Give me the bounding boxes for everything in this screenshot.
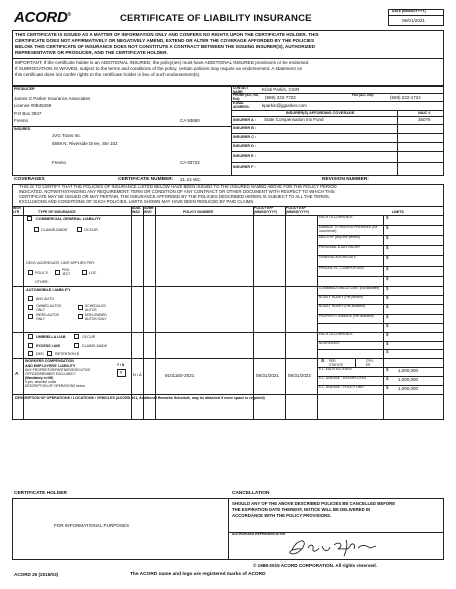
col-policy-eff: POLICY EFF (MM/DD/YYYY) xyxy=(254,206,278,214)
insurer-d-label: INSURER D : xyxy=(233,144,257,148)
gl-claims-made-checkbox[interactable] xyxy=(34,227,39,232)
umbrella-limit-dollar: $ xyxy=(386,340,389,346)
umbrella-claims-made-checkbox[interactable] xyxy=(74,343,79,348)
wc-per-statute-mark: X xyxy=(321,358,325,364)
wc-title-1: WORKERS COMPENSATION xyxy=(25,359,74,363)
wc-limit-amount: 1,000,000 xyxy=(398,377,419,382)
excess-label: EXCESS LIAB xyxy=(36,344,60,348)
insured-label: INSURED xyxy=(14,127,31,131)
auto-scheduled-label: SCHEDULED AUTOS xyxy=(85,304,106,312)
wc-limit-dollar: $ xyxy=(386,385,389,390)
auto-limit-label: BODILY INJURY (Per person) xyxy=(319,295,363,300)
gl-loc-checkbox[interactable] xyxy=(82,270,87,275)
gl-loc-label: LOC xyxy=(89,271,97,275)
coverages-text-4: EXCLUSIONS AND CONDITIONS OF SUCH POLICIES. LIMITS SHOWN MAY HAVE BEEN REDUCED BY PAID CLAIMS. xyxy=(19,199,255,204)
wc-exp-date: 05/31/2022 xyxy=(288,373,311,378)
email-label: E-MAIL ADDRESS: xyxy=(233,101,250,109)
umbrella-limit-dollar: $ xyxy=(386,349,389,355)
gl-occur-checkbox[interactable] xyxy=(77,227,82,232)
wc-question-3: (Mandatory in NH) xyxy=(25,376,54,380)
insurer-a-name: State Compensation Ins Fund xyxy=(264,117,324,122)
important-line-2: If SUBROGATION IS WAIVED, subject to the terms and conditions of the policy, certain policies may require an endorsement. A statement on xyxy=(15,66,303,71)
umbrella-occur-checkbox[interactable] xyxy=(74,334,79,339)
auto-limit-label: PROPERTY DAMAGE (Per accident) xyxy=(319,313,374,318)
acord-logo: ACORD® xyxy=(14,9,71,26)
gl-limit-dollar: $ xyxy=(386,245,389,251)
gl-agg-applies: GEN'L AGGREGATE LIMIT APPLIES PER: xyxy=(26,261,95,265)
insurers-heading: INSURER(S) AFFORDING COVERAGE xyxy=(286,111,355,115)
gl-limit-dollar: $ xyxy=(386,255,389,261)
gl-checkbox[interactable] xyxy=(27,216,32,221)
auto-non-owned-label: NON-OWNED AUTOS ONLY xyxy=(85,313,107,321)
auto-limit-dollar: $ xyxy=(386,295,389,301)
naic-label: NAIC # xyxy=(418,111,431,115)
wc-limit-dollar: $ xyxy=(386,376,389,381)
wc-limit-amount: 1,000,000 xyxy=(398,368,419,373)
gl-limit-dollar: $ xyxy=(386,265,389,271)
producer-state-zip: CA 93650 xyxy=(180,118,200,123)
wc-question-1: ANY PROPRIETOR/PARTNER/EXECUTIVE xyxy=(25,368,91,372)
gl-title: COMMERCIAL GENERAL LIABILITY xyxy=(36,217,101,221)
gl-project-label: PRO-JECT xyxy=(62,268,71,276)
retention-label: RETENTION $ xyxy=(55,352,79,356)
wc-insurer-letter: A xyxy=(15,372,19,377)
gl-claims-made-label: CLAIMS-MADE xyxy=(41,228,68,232)
contact-name: Kristi Parkin, CISR xyxy=(262,87,300,92)
auto-limit-dollar: $ xyxy=(386,286,389,291)
insured-name: JVG Trans Inc xyxy=(52,133,81,138)
registered-marks-text: The ACORD name and logo are registered marks of ACORD xyxy=(130,572,266,577)
disclaimer-line-4: REPRESENTATIVE OR PRODUCER, AND THE CERTIFICATE HOLDER. xyxy=(15,50,168,55)
gl-occur-label: OCCUR xyxy=(84,228,98,232)
auto-non-owned-checkbox[interactable] xyxy=(78,314,83,319)
gl-limit-dollar: $ xyxy=(386,225,389,231)
producer-name: James G Parker Insurance Associates xyxy=(14,96,91,101)
signature-image xyxy=(286,536,386,558)
insurer-e-label: INSURER E : xyxy=(233,154,256,158)
copyright-text: © 1988-2015 ACORD CORPORATION. All rights reserved. xyxy=(253,563,377,568)
coverages-label: COVERAGES xyxy=(14,177,45,182)
insurer-f-label: INSURER F : xyxy=(233,165,256,169)
wc-limit-label: E.L. DISEASE - POLICY LIMIT xyxy=(319,385,365,389)
wc-limit-label: E.L. EACH ACCIDENT xyxy=(319,367,353,371)
disclaimer-line-1: THIS CERTIFICATE IS ISSUED AS A MATTER OF INFORMATION ONLY AND CONFERS NO RIGHTS UPON THE CERTIFICATE HOLDER. THIS xyxy=(15,32,319,37)
wc-limit-label: E.L. DISEASE - EA EMPLOYEE xyxy=(319,376,367,380)
wc-na: N / A xyxy=(133,372,142,377)
wc-limit-amount: 1,000,000 xyxy=(398,386,419,391)
revision-number-label: REVISION NUMBER: xyxy=(322,177,369,182)
disclaimer-line-3: BELOW. THIS CERTIFICATE OF INSURANCE DOES NOT CONSTITUTE A CONTRACT BETWEEN THE ISSUING INSURER(S), AUTHORIZED xyxy=(15,44,316,49)
wc-question-2: OFFICER/MEMBER EXCLUDED? xyxy=(25,372,76,376)
gl-limit-dollar: $ xyxy=(386,215,389,220)
cancellation-line-1: SHOULD ANY OF THE ABOVE DESCRIBED POLICIES BE CANCELLED BEFORE xyxy=(232,501,396,506)
gl-limit-label: DAMAGE TO RENTED PREMISES (Ea occurrence) xyxy=(319,225,378,233)
auto-limit-dollar: $ xyxy=(386,313,389,319)
wc-question-4: If yes, describe under xyxy=(25,380,57,384)
gl-limit-label: PRODUCTS - COMP/OP AGG xyxy=(319,265,365,270)
phone-label: PHONE (A/C, No, Ext): xyxy=(233,93,259,101)
cancellation-line-2: THE EXPIRATION DATE THEREOF, NOTICE WILL BE DELIVERED IN xyxy=(232,507,371,512)
wc-limit-dollar: $ xyxy=(386,367,389,372)
certificate-number: 21-22 WC xyxy=(180,177,201,182)
wc-policy-number: 9101160-2021 xyxy=(165,373,195,378)
insurer-b-label: INSURER B : xyxy=(233,126,257,130)
umbrella-label: UMBRELLA LIAB xyxy=(36,335,66,339)
certificate-date: 06/01/2021 xyxy=(402,18,425,23)
wc-answer: Y xyxy=(119,370,123,375)
auto-limit-dollar: $ xyxy=(386,322,389,328)
wc-title-2: AND EMPLOYERS' LIABILITY xyxy=(25,364,76,368)
gl-limit-label: EACH OCCURRENCE xyxy=(319,215,353,219)
disclaimer-line-2: CERTIFICATE DOES NOT AFFIRMATIVELY OR NEGATIVELY AMEND, EXTEND OR ALTER THE COVERAGE AFFORDED BY THE POLICIES xyxy=(15,38,315,43)
coverages-text-1: THIS IS TO CERTIFY THAT THE POLICIES OF INSURANCE LISTED BELOW HAVE BEEN ISSUED TO THE INSURED NAMED ABOVE FOR THE POLICY PERIOD xyxy=(19,184,337,189)
umbrella-limit-dollar: $ xyxy=(386,332,389,337)
cancellation-line-3: ACCORDANCE WITH THE POLICY PROVISIONS. xyxy=(232,513,332,518)
auto-any-auto-checkbox[interactable] xyxy=(28,296,33,301)
auto-limit-label: BODILY INJURY (Per accident) xyxy=(319,304,365,309)
producer-license: License #0B45259 xyxy=(14,103,52,108)
insurer-a-naic: 35076 xyxy=(418,117,431,122)
description-label: DESCRIPTION OF OPERATIONS / LOCATIONS / VEHICLES (ACORD 101, Additional Remarks Schedule, may be attached if more space is required) xyxy=(15,396,265,400)
gl-limit-label: GENERAL AGGREGATE xyxy=(319,255,357,260)
gl-limit-dollar: $ xyxy=(386,275,389,281)
auto-owned-checkbox[interactable] xyxy=(28,305,33,310)
certificate-holder-text: FOR INFORMATIONAL PURPOSES xyxy=(54,523,130,528)
col-limits: LIMITS xyxy=(392,210,404,214)
umbrella-limit-label: EACH OCCURRENCE xyxy=(319,332,353,336)
gl-other-label: OTHER: xyxy=(35,280,49,284)
wc-yn-label: Y / N xyxy=(117,363,125,367)
insurer-c-label: INSURER C : xyxy=(233,135,257,139)
ded-checkbox[interactable] xyxy=(28,351,33,356)
auto-limit-dollar: $ xyxy=(386,304,389,310)
col-insr-ltr: INSR LTR xyxy=(13,206,21,214)
form-number: ACORD 25 (2016/03) xyxy=(14,572,59,577)
authorized-rep-label: AUTHORIZED REPRESENTATIVE xyxy=(232,532,286,536)
insurer-a-label: INSURER A : xyxy=(233,118,256,122)
col-subr-wvd: SUBR WVD xyxy=(144,206,154,214)
auto-limit-label: COMBINED SINGLE LIMIT (Ea accident) xyxy=(319,286,380,290)
important-line-3: this certificate does not confer rights to the certificate holder in lieu of such endorsement(s). xyxy=(15,72,201,77)
col-policy-exp: POLICY EXP (MM/DD/YYYY) xyxy=(286,206,310,214)
cancellation-label: CANCELLATION xyxy=(232,491,270,496)
contact-email: kparkin@jgparker.com xyxy=(262,103,307,108)
date-label: DATE (MM/DD/YYYY) xyxy=(392,9,426,13)
certificate-holder-label: CERTIFICATE HOLDER xyxy=(14,491,67,496)
col-policy-number: POLICY NUMBER xyxy=(183,210,214,214)
contact-phone: (559) 222-7722 xyxy=(265,95,296,100)
umbrella-occur-label: OCCUR xyxy=(82,335,96,339)
umbrella-claims-made-label: CLAIMS-MADE xyxy=(82,344,107,348)
auto-any-auto-label: ANY AUTO xyxy=(36,297,55,301)
important-line-1: IMPORTANT: If the certificate holder is an ADDITIONAL INSURED, the policy(ies) must have ADDITIONAL INSURED provisions or be endorsed. xyxy=(15,60,310,65)
umbrella-limit-label: AGGREGATE xyxy=(319,340,340,345)
wc-oth-er: OTH-ER xyxy=(366,359,374,367)
insured-city: Fresno xyxy=(52,160,67,165)
coverages-text-3: CERTIFICATE MAY BE ISSUED OR MAY PERTAIN, THE INSURANCE AFFORDED BY THE POLICIES DESCRIBED HEREIN IS SUBJECT TO ALL THE TERMS, xyxy=(19,194,330,199)
gl-policy-checkbox[interactable] xyxy=(28,270,33,275)
gl-policy-label: POLICY xyxy=(35,271,49,275)
certificate-number-label: CERTIFICATE NUMBER: xyxy=(118,177,174,182)
producer-label: PRODUCER xyxy=(14,87,35,91)
col-addl-insd: ADDL INSD xyxy=(132,206,142,214)
gl-limit-label: PERSONAL & ADV INJURY xyxy=(319,245,361,250)
auto-owned-label: OWNED AUTOS ONLY xyxy=(36,304,62,312)
wc-question-5: DESCRIPTION OF OPERATIONS below xyxy=(25,384,85,388)
page-title: CERTIFICATE OF LIABILITY INSURANCE xyxy=(120,13,312,24)
auto-hired-label: HIRED AUTOS ONLY xyxy=(36,313,59,321)
umbrella-checkbox[interactable] xyxy=(28,334,33,339)
producer-po-box: P.O Box 3947 xyxy=(14,111,42,116)
auto-title: AUTOMOBILE LIABILITY xyxy=(26,288,71,292)
auto-scheduled-checkbox[interactable] xyxy=(78,305,83,310)
ded-label: DED xyxy=(36,352,44,356)
gl-limit-label: MED EXP (Any one person) xyxy=(319,235,360,240)
gl-project-checkbox[interactable] xyxy=(55,270,60,275)
fax-label: FAX (A/C, No): xyxy=(352,93,374,97)
coverages-text-2: INDICATED. NOTWITHSTANDING ANY REQUIREMENT, TERM OR CONDITION OF ANY CONTRACT OR OTHER DOCUMENT WITH RESPECT TO WHICH THIS xyxy=(19,189,335,194)
col-type-of-insurance: TYPE OF INSURANCE xyxy=(38,210,76,214)
wc-eff-date: 05/31/2021 xyxy=(256,373,279,378)
gl-limit-dollar: $ xyxy=(386,235,389,241)
wc-per-statute: PER STATUTE xyxy=(329,359,344,367)
auto-hired-checkbox[interactable] xyxy=(28,314,33,319)
contact-fax: (559) 222-1724 xyxy=(390,95,421,100)
retention-checkbox[interactable] xyxy=(47,351,52,356)
excess-checkbox[interactable] xyxy=(28,343,33,348)
insured-state-zip: CA 93722 xyxy=(180,160,200,165)
contact-name-label: CONTACT NAME: xyxy=(233,86,249,94)
producer-city: Fresno xyxy=(14,118,29,123)
insured-address: 5569 N. Riverside Drive, Ste 102 xyxy=(52,141,118,146)
